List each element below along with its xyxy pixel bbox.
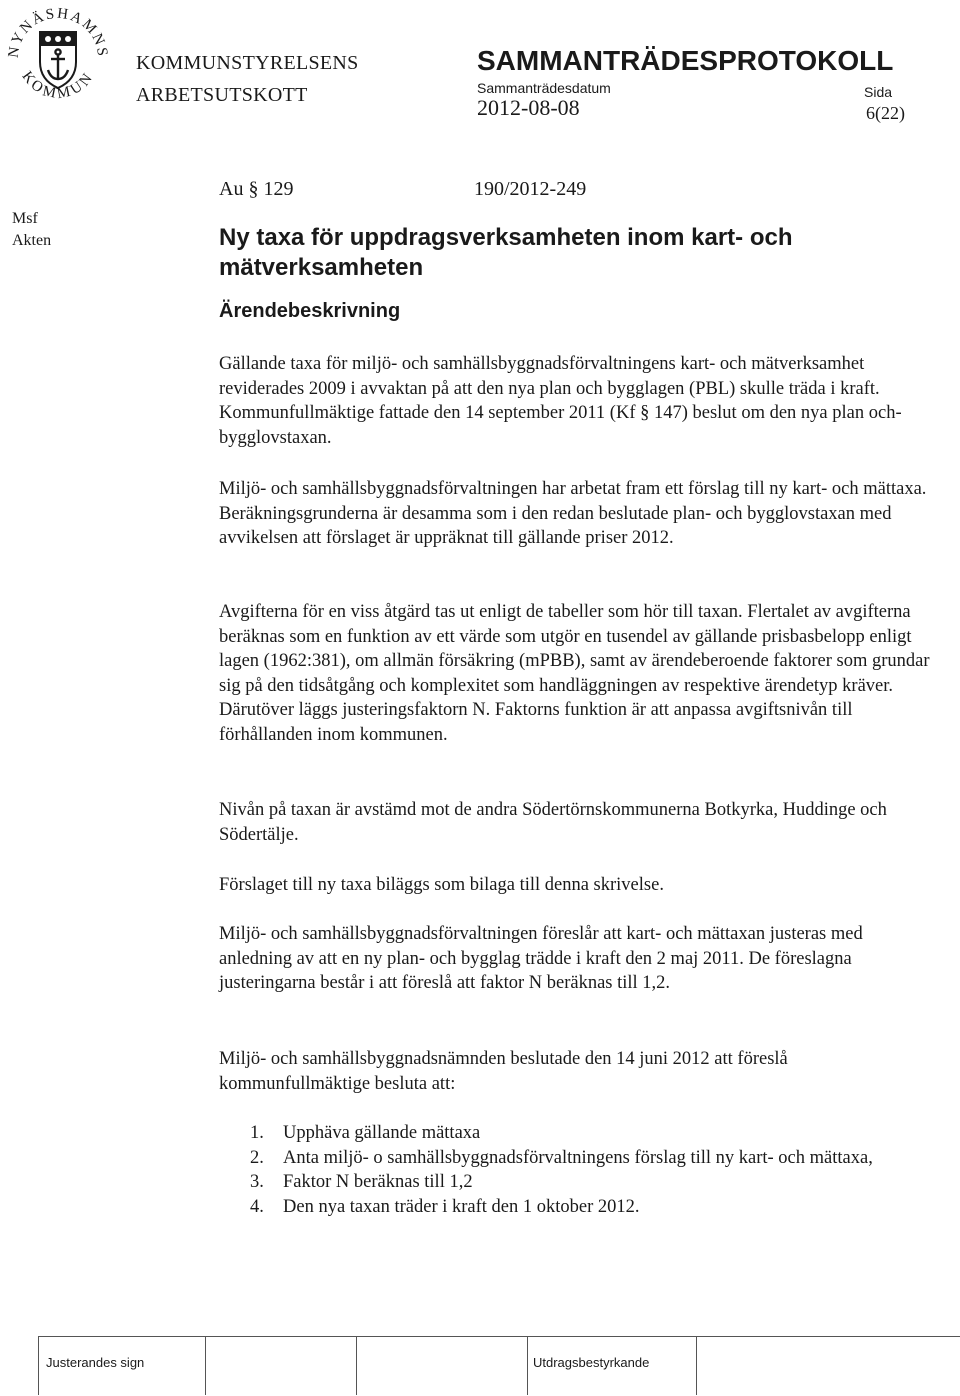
divider <box>527 1337 528 1395</box>
body-paragraph: Gällande taxa för miljö- och samhällsbyggnadsförvaltningens kart- och mätverksamhet reviderades 2009 i avvaktan på att den nya plan och bygglagen (PBL) skulle träda i kraft. Kommunfullmäktige fattade den 14 september 2011 (Kf § 147) beslut om den nya plan och- bygglovstaxan. <box>219 354 902 448</box>
divider <box>38 1337 39 1395</box>
divider <box>696 1337 697 1395</box>
org-name: KOMMUNSTYRELSENS <box>136 52 359 74</box>
list-item: 2. Anta miljö- o samhällsbyggnadsförvaltningens förslag till ny kart- och mättaxa, <box>250 1147 873 1168</box>
body-paragraph: Avgifterna för en viss åtgärd tas ut enligt de tabeller som hör till taxan. Flertalet av avgifterna beräknas som en funktion av ett värde som utgör en tusendel av gällande prisbasbelopp enligt lagen (1962:381), om allmän försäkring (mPBB), samt av ärendeberoende faktorer som grundar sig på den tidsåtgång och komplexitet som handläggningen av respektive ärendetyp kräver. Därutöver läggs justeringsfaktorn N. Faktorns funktion är att anpassa avgiftsnivån till förhållanden inom kommunen. <box>219 602 930 745</box>
page-number: 6(22) <box>866 103 905 123</box>
distribution-recipient: Akten <box>12 232 52 249</box>
justerande-sign-label: Justerandes sign <box>46 1355 145 1370</box>
body-paragraph: Miljö- och samhällsbyggnadsförvaltningen har arbetat fram ett förslag till ny kart- och mättaxa. Beräkningsgrunderna är desamma som i den redan beslutade plan- och bygglovstaxan med avvikelsen att förslaget är uppräknat till gällande priser 2012. <box>219 479 927 549</box>
logo-bottom-text: KOMMUN <box>18 68 98 103</box>
body-paragraph: Nivån på taxan är avstämd mot de andra Södertörnskommunerna Botkyrka, Huddinge och Södertälje. <box>219 800 887 845</box>
decision-list <box>250 1121 940 1219</box>
protocol-title: SAMMANTRÄDESPROTOKOLL <box>477 45 894 76</box>
body-paragraph: Miljö- och samhällsbyggnadsnämnden beslutade den 14 juni 2012 att föreslå kommunfullmäktige besluta att: <box>219 1049 788 1094</box>
meeting-date: 2012-08-08 <box>477 95 580 120</box>
page-title <box>219 223 919 283</box>
municipality-logo <box>2 0 114 112</box>
page-title-line: mätverksamheten <box>219 254 424 281</box>
divider <box>205 1337 206 1395</box>
signature-footer <box>38 1336 960 1395</box>
section-number: Au § 129 <box>219 178 294 200</box>
page-title-line: Ny taxa för uppdragsverksamheten inom kart- och <box>219 224 793 251</box>
distribution-recipient: Msf <box>12 210 38 227</box>
list-item: 3. Faktor N beräknas till 1,2 <box>250 1172 473 1193</box>
case-number: 190/2012-249 <box>474 178 587 200</box>
divider <box>356 1337 357 1395</box>
body-paragraph: Förslaget till ny taxa biläggs som bilaga till denna skrivelse. <box>219 875 664 895</box>
list-item: 1. Upphäva gällande mättaxa <box>250 1123 481 1143</box>
extract-certification-label: Utdragsbestyrkande <box>533 1355 650 1370</box>
org-subunit: ARBETSUTSKOTT <box>136 84 308 106</box>
body-paragraph: Miljö- och samhällsbyggnadsförvaltningen föreslår att kart- och mättaxan justeras med anledning av att en ny plan- och bygglag trädde i kraft den 2 maj 2011. De föreslagna justeringarna består i att föreslå att faktor N beräknas till 1,2. <box>219 924 863 994</box>
page-label: Sida <box>864 84 893 100</box>
section-heading: Ärendebeskrivning <box>219 300 401 322</box>
meeting-date-label: Sammanträdesdatum <box>477 80 611 96</box>
list-item: 4. Den nya taxan träder i kraft den 1 oktober 2012. <box>250 1196 640 1217</box>
logo-top-text: NYNÄSHAMNS <box>5 5 111 59</box>
